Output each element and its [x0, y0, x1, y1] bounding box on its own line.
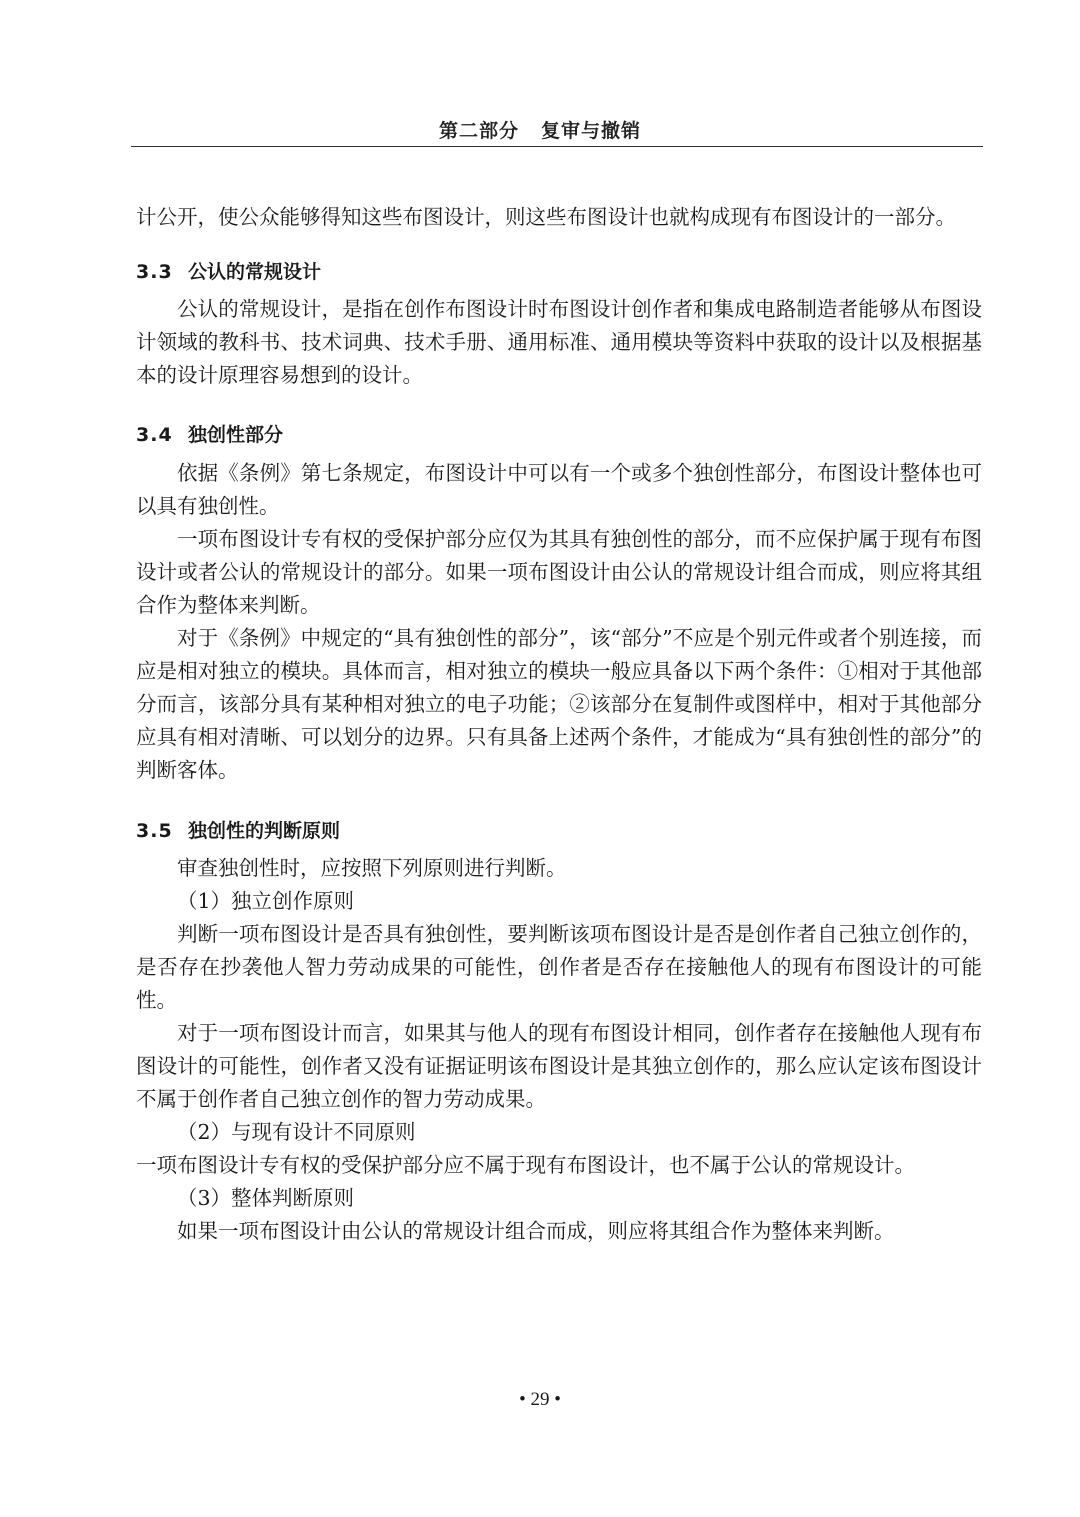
- page-number: • 29 •: [519, 1389, 561, 1410]
- body-text: [136, 201, 982, 1248]
- header-part: 第二部分: [438, 120, 519, 142]
- principle-heading: （2）与现有设计不同原则: [177, 1120, 416, 1144]
- section-heading-3-3: [136, 256, 982, 289]
- principle-heading: （1）独立创作原则: [177, 889, 355, 913]
- header-title: 复审与撤销: [541, 120, 642, 142]
- paragraph: 判断一项布图设计是否具有独创性，要判断该项布图设计是否是创作者自己独立创作的，是否存在抄袭他人智力劳动成果的可能性，创作者是否存在接触他人的现有布图设计的可能性。: [136, 922, 982, 1012]
- principle-heading: （3）整体判断原则: [177, 1186, 355, 1210]
- section-title: 公认的常规设计: [188, 261, 322, 283]
- paragraph: 对于一项布图设计而言，如果其与他人的现有布图设计相同，创作者存在接触他人现有布图设计的可能性，创作者又没有证据证明该布图设计是其独立创作的，那么应认定该布图设计不属于创作者自己独立创作的智力劳动成果。: [136, 1021, 982, 1111]
- intro-continuation: 计公开，使公众能够得知这些布图设计，则这些布图设计也就构成现有布图设计的一部分。: [136, 205, 956, 229]
- section-number: 3.5: [136, 820, 173, 842]
- section-title: 独创性部分: [188, 424, 284, 446]
- section-heading-3-4: [136, 419, 982, 452]
- section-number: 3.4: [136, 424, 173, 446]
- section-heading-3-5: [136, 815, 982, 848]
- paragraph: 公认的常规设计，是指在创作布图设计时布图设计创作者和集成电路制造者能够从布图设计领域的教科书、技术词典、技术手册、通用标准、通用模块等资料中获取的设计以及根据基本的设计原理容易想到的设计。: [136, 297, 982, 387]
- paragraph: 一项布图设计专有权的受保护部分应仅为其具有独创性的部分，而不应保护属于现有布图设计或者公认的常规设计的部分。如果一项布图设计由公认的常规设计组合而成，则应将其组合作为整体来判断。: [136, 527, 982, 617]
- section-number: 3.3: [136, 261, 173, 283]
- section-title: 独创性的判断原则: [188, 820, 341, 842]
- running-header: [0, 116, 1080, 143]
- paragraph: 审查独创性时，应按照下列原则进行判断。: [177, 856, 567, 880]
- header-rule: [131, 146, 983, 147]
- paragraph: 对于《条例》中规定的“具有独创性的部分”，该“部分”不应是个别元件或者个别连接，而应是相对独立的模块。具体而言，相对独立的模块一般应具备以下两个条件：①相对于其他部分而言，该部分具有某种相对独立的电子功能；②该部分在复制件或图样中，相对于其他部分应具有相对清晰、可以划分的边界。只有具备上述两个条件，才能成为“具有独创性的部分”的判断客体。: [136, 626, 982, 782]
- paragraph: 依据《条例》第七条规定，布图设计中可以有一个或多个独创性部分，布图设计整体也可以具有独创性。: [136, 461, 982, 518]
- paragraph: 如果一项布图设计由公认的常规设计组合而成，则应将其组合作为整体来判断。: [177, 1219, 895, 1243]
- paragraph: 一项布图设计专有权的受保护部分应不属于现有布图设计，也不属于公认的常规设计。: [136, 1153, 915, 1177]
